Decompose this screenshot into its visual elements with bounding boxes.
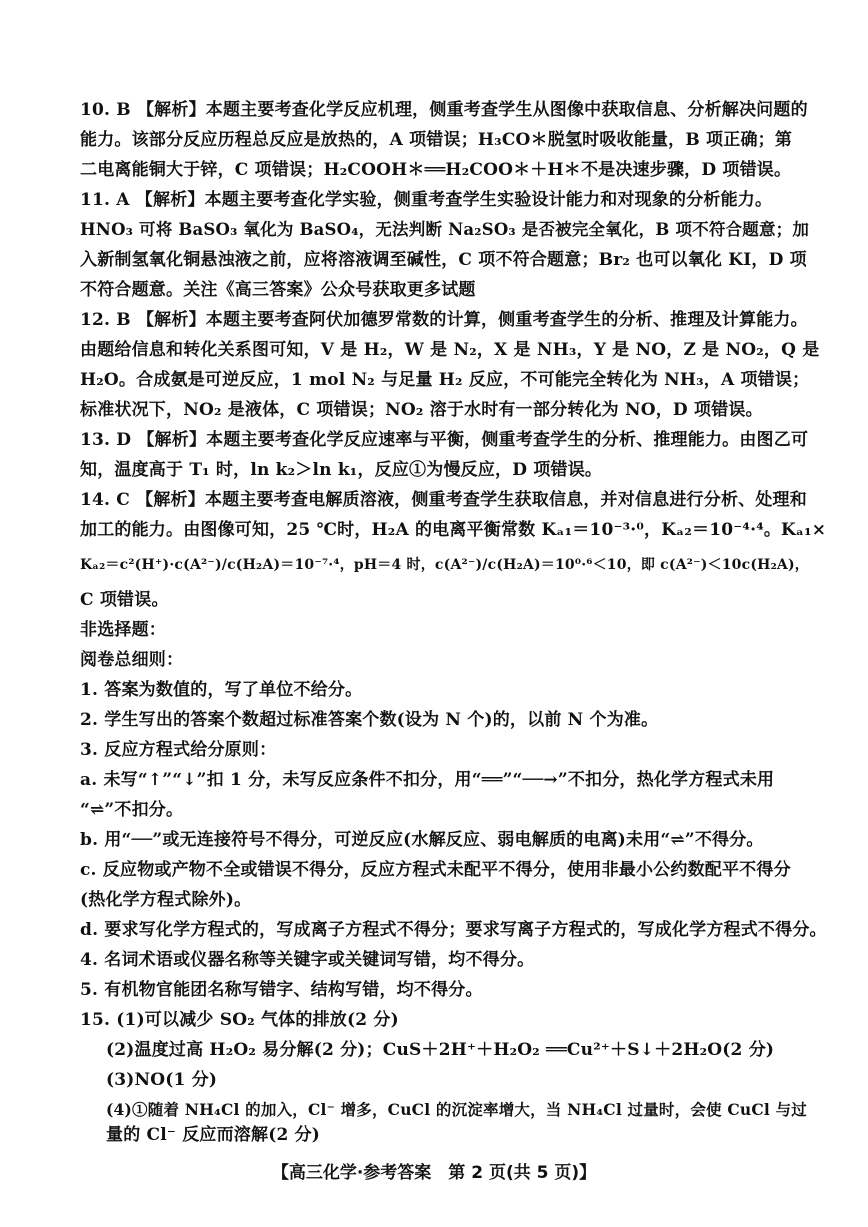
q10-text: 二电离能铜大于锌，C 项错误；H₂COOH＊══H₂COO＊＋H＊不是决速步骤，D 项错误。 bbox=[80, 160, 792, 180]
rules-heading: 阅卷总细则： bbox=[80, 650, 184, 670]
page-footer: 【高三化学·参考答案 第 2 页(共 5 页)】 bbox=[271, 1163, 597, 1183]
rule-item: 4. 名词术语或仪器名称等关键字或关键词写错，均不得分。 bbox=[80, 950, 535, 970]
q14-formula: Kₐ₂＝c²(H⁺)·c(A²⁻)/c(H₂A)＝10⁻⁷·⁴，pH＝4 时，c(A²⁻)/c(H₂A)＝10⁰·⁶＜10，即 c(A²⁻)＜10c(H₂A)， bbox=[80, 557, 809, 573]
rule-subitem: c. 反应物或产物不全或错误不得分，反应方程式未配平不得分，使用非最小公约数配平不得分 bbox=[80, 860, 791, 880]
q13-text: 知，温度高于 T₁ 时，ln k₂＞ln k₁，反应①为慢反应，D 项错误。 bbox=[80, 460, 603, 480]
q15-part: (3)NO(1 分) bbox=[106, 1070, 218, 1090]
q10-text: 能力。该部分反应历程总反应是放热的，A 项错误；H₃CO＊脱氢时吸收能量，B 项正确；第 bbox=[80, 130, 793, 150]
section-heading: 非选择题： bbox=[80, 620, 166, 640]
q15-part: (2)温度过高 H₂O₂ 易分解(2 分)；CuS＋2H⁺＋H₂O₂ ══Cu²⁺＋S↓＋2H₂O(2 分) bbox=[106, 1040, 775, 1060]
rule-subitem: (热化学方程式除外)。 bbox=[80, 890, 252, 910]
q15-part: 15. (1)可以减少 SO₂ 气体的排放(2 分) bbox=[80, 1010, 399, 1030]
rule-item: 3. 反应方程式给分原则： bbox=[80, 740, 277, 760]
q11-text: 入新制氢氧化铜悬浊液之前，应将溶液调至碱性，C 项不符合题意；Br₂ 也可以氧化 KI，D 项 bbox=[80, 250, 807, 270]
q12-text: H₂O。合成氨是可逆反应，1 mol N₂ 与足量 H₂ 反应，不可能完全转化为 NH₃，A 项错误； bbox=[80, 370, 810, 390]
q12-text: 标准状况下，NO₂ 是液体，C 项错误；NO₂ 溶于水时有一部分转化为 NO，D 项错误。 bbox=[80, 400, 763, 420]
q14-text: 加工的能力。由图像可知，25 ℃时，H₂A 的电离平衡常数 Kₐ₁＝10⁻³·⁰，Kₐ₂＝10⁻⁴·⁴。Kₐ₁× bbox=[80, 520, 827, 540]
rule-subitem: d. 要求写化学方程式的，写成离子方程式不得分；要求写离子方程式的，写成化学方程式不得分。 bbox=[80, 920, 827, 940]
q12-text: 由题给信息和转化关系图可知，V 是 H₂，W 是 N₂，X 是 NH₃，Y 是 NO，Z 是 NO₂，Q 是 bbox=[80, 340, 820, 360]
q15-part: 量的 Cl⁻ 反应而溶解(2 分) bbox=[106, 1125, 321, 1145]
q12-heading: 12. B 【解析】本题主要考查阿伏加德罗常数的计算，侧重考查学生的分析、推理及计算能力。 bbox=[80, 310, 808, 330]
rule-subitem: “⇌”不扣分。 bbox=[80, 800, 184, 820]
rule-item: 5. 有机物官能团名称写错字、结构写错，均不得分。 bbox=[80, 980, 483, 1000]
q15-part: (4)①随着 NH₄Cl 的加入，Cl⁻ 增多，CuCl 的沉淀率增大，当 NH₄Cl 过量时，会使 CuCl 与过 bbox=[106, 1100, 807, 1119]
q10-heading: 10. B 【解析】本题主要考查化学反应机理，侧重考查学生从图像中获取信息、分析解决问题的 bbox=[80, 100, 808, 120]
q11-heading: 11. A 【解析】本题主要考查化学实验，侧重考查学生实验设计能力和对现象的分析能力。 bbox=[80, 190, 773, 210]
rule-subitem: a. 未写“↑”“↓”扣 1 分，未写反应条件不扣分，用“══”“──→”不扣分，热化学方程式未用 bbox=[80, 770, 775, 790]
q14-heading: 14. C 【解析】本题主要考查电解质溶液，侧重考查学生获取信息，并对信息进行分析、处理和 bbox=[80, 490, 807, 510]
q14-text: C 项错误。 bbox=[80, 590, 169, 610]
rule-item: 2. 学生写出的答案个数超过标准答案个数(设为 N 个)的，以前 N 个为准。 bbox=[80, 710, 659, 730]
q11-text: HNO₃ 可将 BaSO₃ 氧化为 BaSO₄，无法判断 Na₂SO₃ 是否被完全氧化，B 项不符合题意；加 bbox=[80, 220, 810, 239]
q11-text: 不符合题意。关注《高三答案》公众号获取更多试题 bbox=[80, 280, 476, 300]
q13-heading: 13. D 【解析】本题主要考查化学反应速率与平衡，侧重考查学生的分析、推理能力。由图乙可 bbox=[80, 430, 809, 450]
rule-item: 1. 答案为数值的，写了单位不给分。 bbox=[80, 680, 363, 700]
rule-subitem: b. 用“──”或无连接符号不得分，可逆反应(水解反应、弱电解质的电离)未用“⇌”不得分。 bbox=[80, 830, 764, 850]
